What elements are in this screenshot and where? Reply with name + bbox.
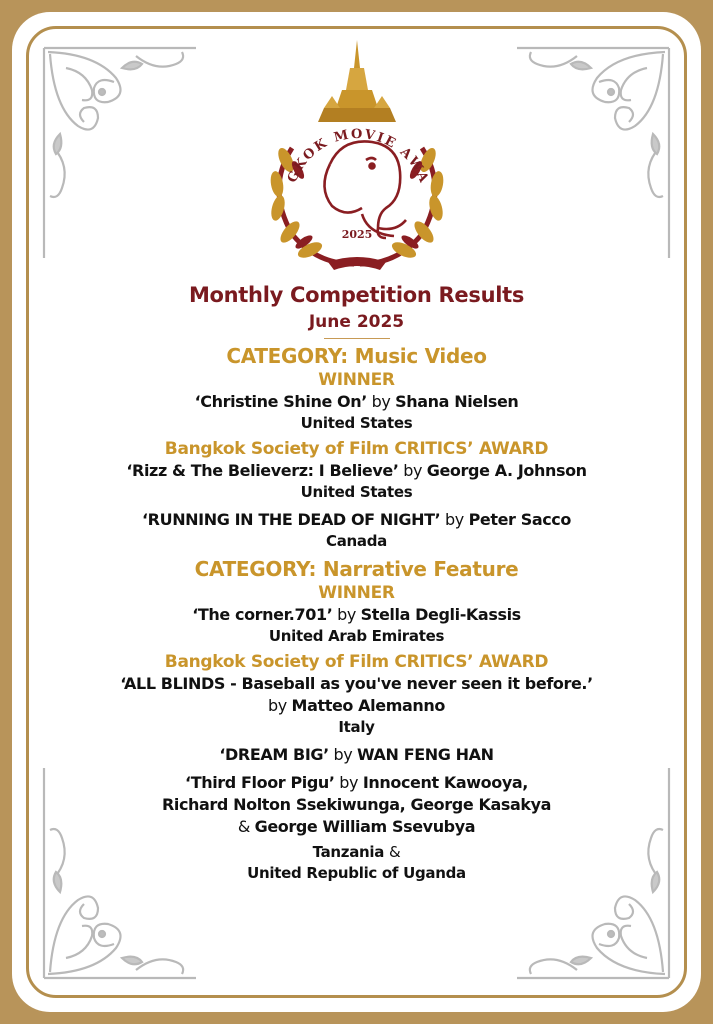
entry-country-1: Tanzania: [312, 843, 385, 861]
entry-title: ‘Third Floor Pigu’: [185, 773, 335, 792]
winner-label: WINNER: [318, 370, 395, 390]
bangkok-movie-awards-logo: [246, 38, 468, 274]
winner-entry: [60, 391, 653, 413]
entry-country: Canada: [326, 532, 387, 550]
category-heading: CATEGORY: Music Video: [226, 344, 487, 368]
entry-by: by: [403, 461, 423, 480]
entry-author: Stella Degli-Kassis: [360, 605, 521, 624]
entry-author: Richard Nolton Ssekiwunga, George Kasakya: [161, 795, 552, 814]
critics-award-label: Bangkok Society of Film CRITICS’ AWARD: [164, 652, 549, 672]
entry-by: by: [339, 773, 359, 792]
entry-author: George A. Johnson: [426, 461, 587, 480]
winner-label: WINNER: [318, 583, 395, 603]
entry-title: ‘RUNNING IN THE DEAD OF NIGHT’: [142, 510, 441, 529]
critics-entry-authors: [60, 816, 653, 838]
winner-entry: [60, 604, 653, 626]
logo-arc-text: GKOK MOVIE AWA: [284, 127, 432, 187]
entry-by: by: [445, 510, 464, 529]
entry-country-amp: &: [389, 843, 401, 861]
entry-author: George William Ssevubya: [254, 817, 476, 836]
entry-by: by: [371, 392, 391, 411]
critics-entry: [60, 460, 653, 482]
corner-ornament-top-left: [36, 38, 206, 268]
results-content: [60, 280, 653, 884]
critics-award-label: Bangkok Society of Film CRITICS’ AWARD: [164, 439, 549, 459]
page-subtitle: June 2025: [308, 312, 405, 332]
entry-by: by: [337, 605, 356, 624]
critics-entry-byline: [60, 695, 653, 717]
entry-author: Matteo Alemanno: [291, 696, 445, 715]
entry-country: Italy: [338, 718, 375, 736]
divider: [324, 338, 390, 339]
page-title: Monthly Competition Results: [188, 283, 525, 307]
critics-entry: [60, 509, 653, 531]
critics-entry-authors: [60, 794, 653, 816]
entry-title: ‘Rizz & The Believerz: I Believe’: [126, 461, 399, 480]
entry-author: Innocent Kawooya,: [362, 773, 528, 792]
entry-amp: &: [237, 817, 250, 836]
entry-by: by: [268, 696, 287, 715]
entry-author: Shana Nielsen: [395, 392, 519, 411]
entry-country: United States: [300, 483, 413, 501]
entry-title: ‘The corner.701’: [192, 605, 333, 624]
entry-country: [60, 842, 653, 863]
critics-entry: [60, 744, 653, 766]
logo-year: 2025: [341, 228, 373, 241]
elephant-head-icon: [324, 141, 406, 238]
entry-title: ‘DREAM BIG’: [219, 745, 329, 764]
entry-title: ‘ALL BLINDS - Baseball as you've never seen it before.’: [120, 674, 593, 693]
entry-author: Peter Sacco: [468, 510, 571, 529]
crown-spire-icon: [318, 40, 396, 122]
category-heading: CATEGORY: Narrative Feature: [194, 557, 519, 581]
entry-title: ‘Christine Shine On’: [194, 392, 367, 411]
critics-entry: [60, 772, 653, 794]
entry-author: WAN FENG HAN: [357, 745, 494, 764]
entry-country: United States: [300, 414, 413, 432]
corner-ornament-top-right: [507, 38, 677, 268]
critics-entry: [60, 673, 653, 695]
entry-country: United Arab Emirates: [268, 627, 445, 645]
entry-by: by: [333, 745, 353, 764]
entry-country-2: United Republic of Uganda: [247, 864, 466, 882]
